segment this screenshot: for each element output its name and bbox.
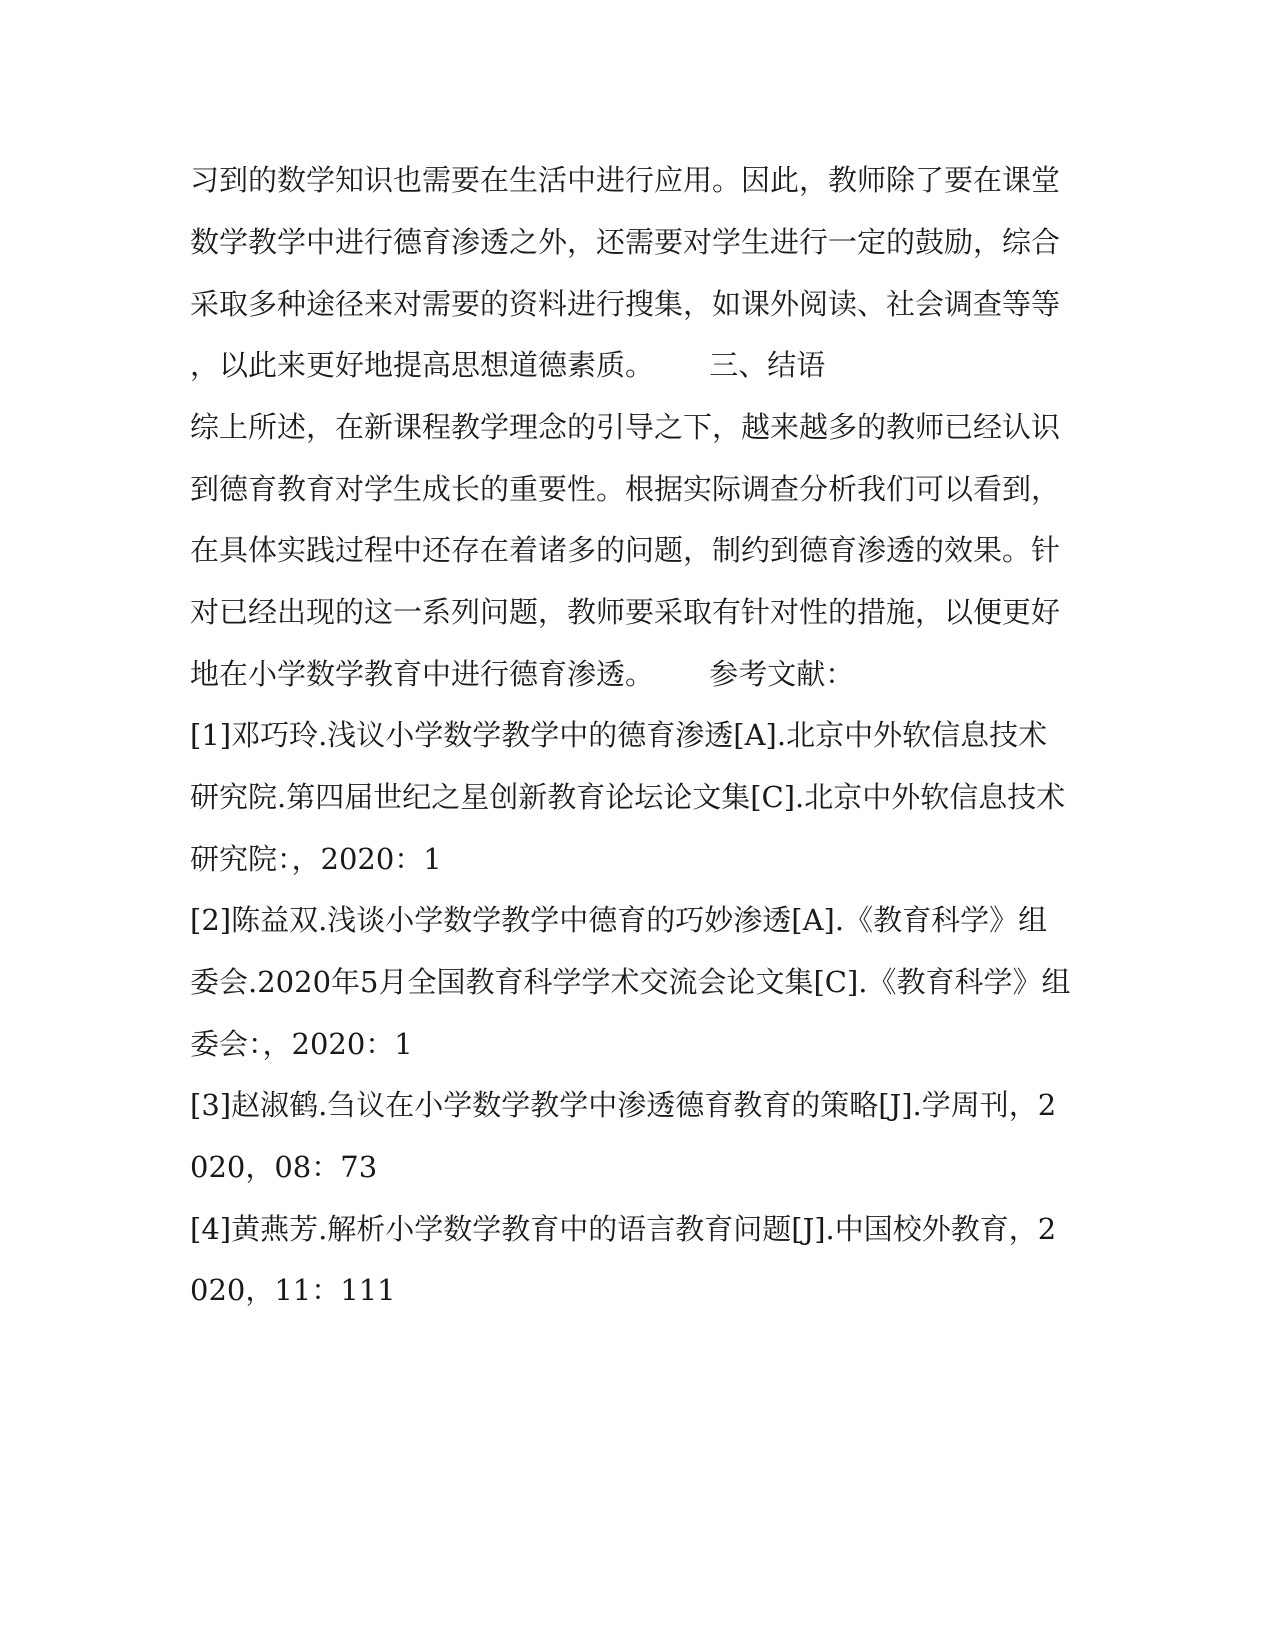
- paragraph-line: 到德育教育对学生成长的重要性。根据实际调查分析我们可以看到，: [190, 472, 1061, 506]
- reference-line: 委会：，2020：1: [190, 1027, 413, 1061]
- paragraph-line: 习到的数学知识也需要在生活中进行应用。因此，教师除了要在课堂: [190, 163, 1061, 197]
- reference-line: 研究院：，2020：1: [190, 842, 442, 876]
- paragraph-line: 地在小学数学教育中进行德育渗透。 参考文献：: [190, 657, 855, 691]
- paragraph-line: ，以此来更好地提高思想道德素质。 三、结语: [190, 348, 826, 382]
- reference-line: [3]赵淑鹤.刍议在小学数学教学中渗透德育教育的策略[J].学周刊，2: [190, 1088, 1057, 1122]
- reference-line: 020，08：73: [190, 1150, 378, 1184]
- paragraph-line: 对已经出现的这一系列问题，教师要采取有针对性的措施，以便更好: [190, 595, 1061, 629]
- reference-line: [4]黄燕芳.解析小学数学教育中的语言教育问题[J].中国校外教育，2: [190, 1212, 1057, 1246]
- reference-line: 020，11：111: [190, 1273, 396, 1307]
- paragraph-line: 综上所述，在新课程教学理念的引导之下，越来越多的教师已经认识: [190, 410, 1061, 444]
- reference-line: [2]陈益双.浅谈小学数学教学中德育的巧妙渗透[A].《教育科学》组: [190, 903, 1048, 937]
- paragraph-line: 采取多种途径来对需要的资料进行搜集，如课外阅读、社会调查等等: [190, 287, 1061, 321]
- reference-line: [1]邓巧玲.浅议小学数学教学中的德育渗透[A].北京中外软信息技术: [190, 718, 1048, 752]
- reference-line: 研究院.第四届世纪之星创新教育论坛论文集[C].北京中外软信息技术: [190, 780, 1066, 814]
- reference-line: 委会.2020年5月全国教育科学学术交流会论文集[C].《教育科学》组: [190, 965, 1071, 999]
- paragraph-line: 在具体实践过程中还存在着诸多的问题，制约到德育渗透的效果。针: [190, 533, 1061, 567]
- paragraph-line: 数学教学中进行德育渗透之外，还需要对学生进行一定的鼓励，综合: [190, 225, 1061, 259]
